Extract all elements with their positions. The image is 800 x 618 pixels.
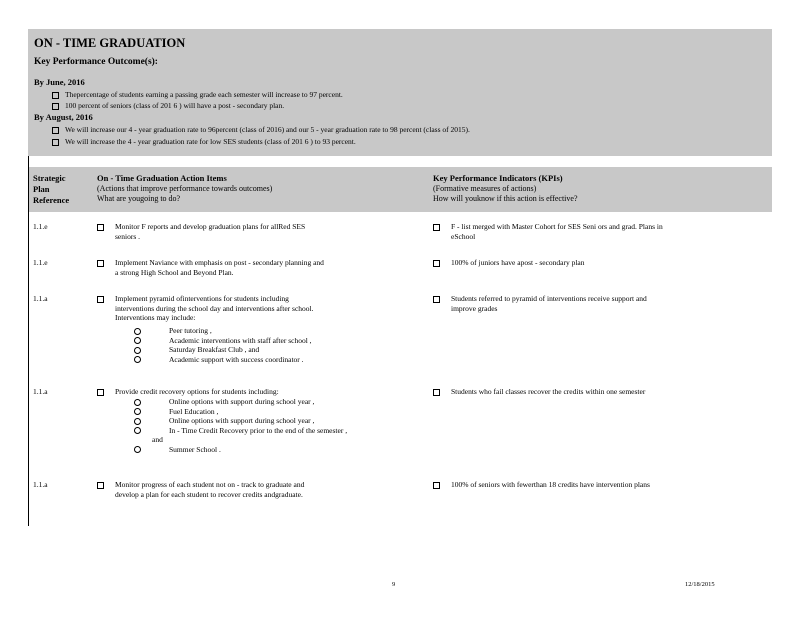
row-1-kpi: F - list merged with Master Cohort for SES Seni ors and grad. Plans in eSchool [451,222,663,241]
checkbox-icon [433,260,440,267]
row-3-reference: 1.1.a [33,294,48,303]
checkbox-icon [52,127,59,134]
june-label: By June, 2016 [34,77,85,87]
page-title: ON - TIME GRADUATION [34,36,186,50]
august-item-2: We will increase the 4 - year graduation rate for low SES students (class of 201 6 ) to 93 percent. [52,137,356,146]
june-item-1: Thepercentage of students earning a passing grade each semester will increase to 97 percent. [52,90,343,99]
row-1-reference: 1.1.e [33,222,48,231]
row-4-subitems [152,397,347,454]
col-header-actions: On - Time Graduation Action Items (Actions that improve performance towards outcomes) What are yougoing to do? [97,173,273,203]
list-item: Academic support with success coordinator . [152,355,312,365]
page-number: 9 [392,581,396,588]
row-3-action: Implement pyramid ofinterventions for students including interventions during the school day and interventions after school. Interventions may include: [115,294,314,322]
checkbox-icon [52,139,59,146]
row-5-kpi: 100% of seniors with fewerthan 18 credits have intervention plans [451,480,650,489]
june-item-2: 100 percent of seniors (class of 201 6 ) will have a post - secondary plan. [52,101,284,110]
checkbox-icon [97,389,104,396]
bullet-circle-icon [134,337,141,344]
row-5-reference: 1.1.a [33,480,48,489]
checkbox-icon [97,482,104,489]
list-item: and [152,435,163,444]
bullet-circle-icon [134,347,141,354]
row-3-subitems [152,326,312,364]
list-item: Peer tutoring , [152,326,312,336]
checkbox-icon [433,224,440,231]
row-2-kpi: 100% of juniors have apost - secondary plan [451,258,585,267]
bullet-circle-icon [134,356,141,363]
checkbox-icon [97,296,104,303]
col-header-kpis: Key Performance Indicators (KPIs) (Formative measures of actions) How will youknow if this action is effective? [433,173,578,203]
checkbox-icon [97,224,104,231]
bullet-circle-icon [134,408,141,415]
bullet-circle-icon [134,399,141,406]
list-item: Online options with support during school year , [152,397,347,407]
bullet-circle-icon [134,427,141,434]
row-3-kpi: Students referred to pyramid of interventions receive support and improve grades [451,294,647,313]
bullet-circle-icon [134,446,141,453]
checkbox-icon [433,482,440,489]
list-item: Academic interventions with staff after school , [152,336,312,346]
left-border-line [28,156,29,526]
footer-date: 12/18/2015 [685,581,715,588]
row-2-action: Implement Naviance with emphasis on post - secondary planning and a strong High School and Beyond Plan. [115,258,324,277]
checkbox-icon [52,103,59,110]
list-item: Summer School . [152,445,347,455]
list-item: Saturday Breakfast Club , and [152,345,312,355]
col-header-reference: Strategic Plan Reference [33,173,70,205]
row-2-reference: 1.1.e [33,258,48,267]
august-label: By August, 2016 [34,112,93,122]
checkbox-icon [433,389,440,396]
list-item: Online options with support during school year , [152,416,347,426]
list-item: Fuel Education , [152,407,347,417]
bullet-circle-icon [134,328,141,335]
checkbox-icon [433,296,440,303]
checkbox-icon [97,260,104,267]
row-5-action: Monitor progress of each student not on - track to graduate and develop a plan for each student to recover credits andgraduate. [115,480,305,499]
kpo-label: Key Performance Outcome(s): [34,57,158,67]
checkbox-icon [52,92,59,99]
row-4-reference: 1.1.a [33,387,48,396]
list-item: In - Time Credit Recovery prior to the end of the semester , [152,426,347,436]
row-4-kpi: Students who fail classes recover the credits within one semester [451,387,646,396]
bullet-circle-icon [134,418,141,425]
august-item-1: We will increase our 4 - year graduation rate to 96percent (class of 2016) and our 5 - year graduation rate to 98 percent (class of 2015). [52,125,470,134]
row-4-action: Provide credit recovery options for students including: [115,387,279,396]
row-1-action: Monitor F reports and develop graduation plans for allRed SES seniors . [115,222,306,241]
